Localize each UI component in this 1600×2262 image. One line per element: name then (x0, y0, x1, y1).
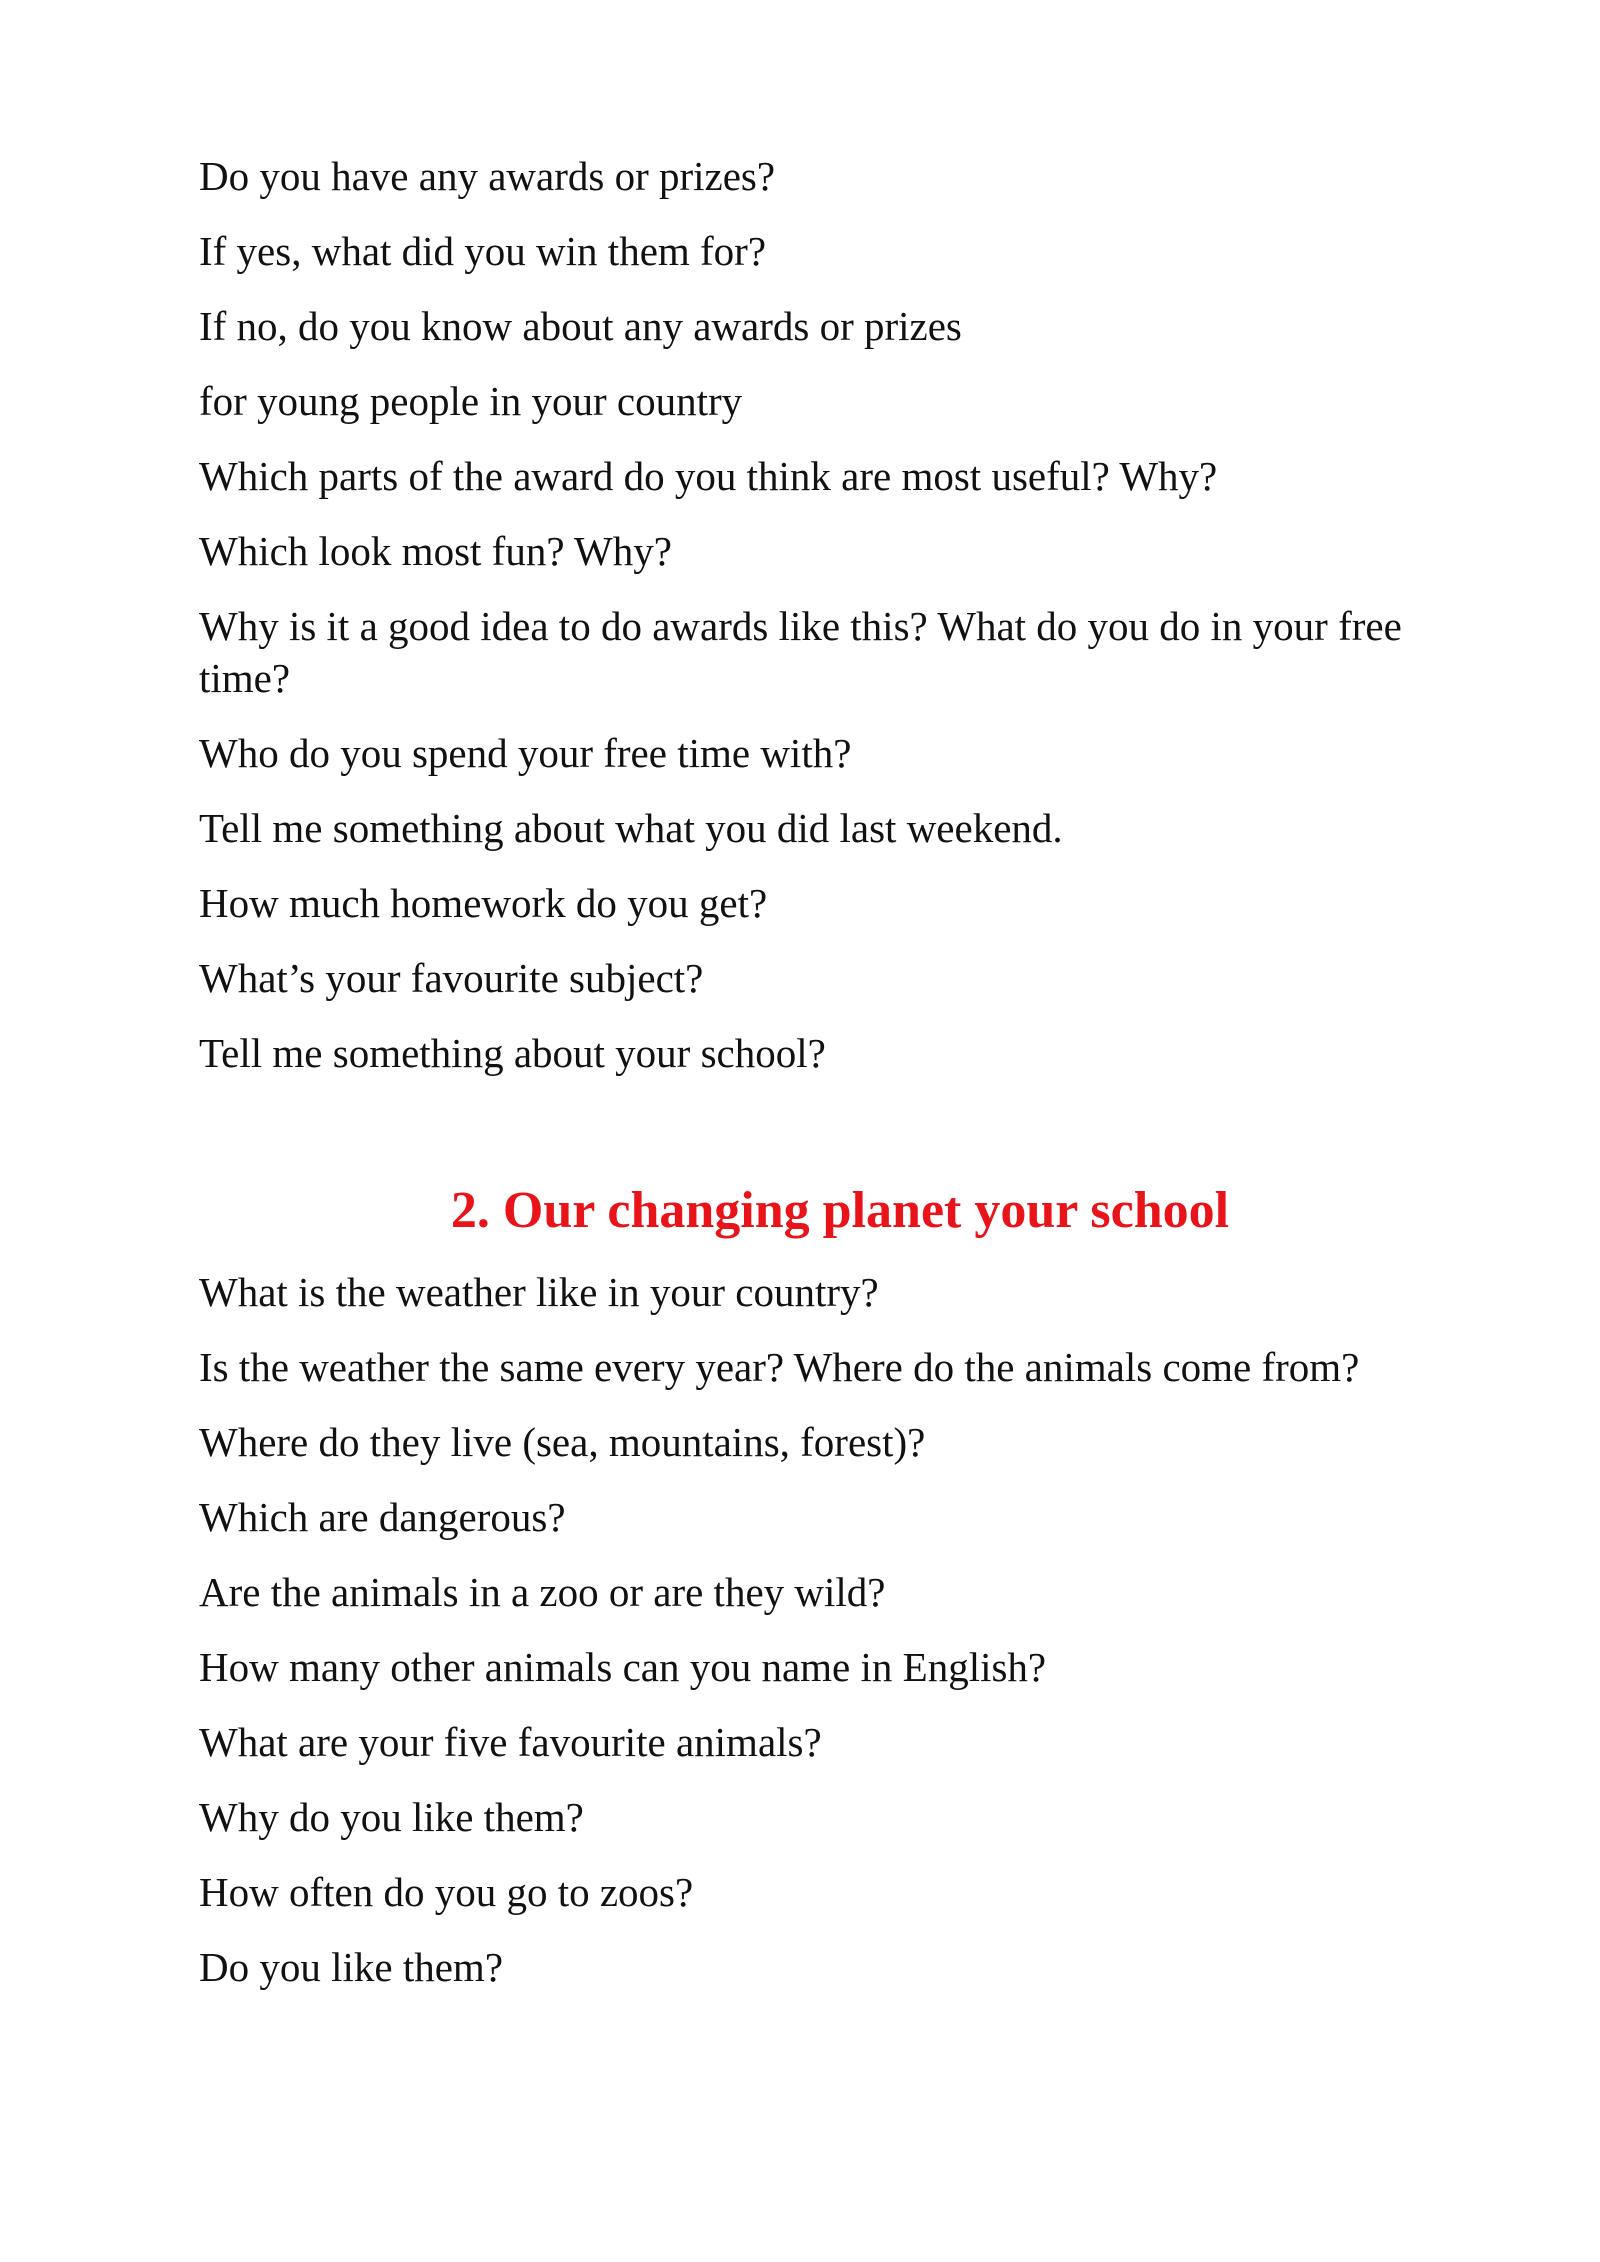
question-line: What are your five favourite animals? (199, 1719, 822, 1765)
section-heading: 2. Our changing planet your school (450, 1182, 1230, 1239)
question-line: How often do you go to zoos? (199, 1869, 694, 1915)
question-line: Who do you spend your free time with? (199, 730, 852, 776)
question-line: What is the weather like in your country? (199, 1269, 879, 1315)
question-line: If no, do you know about any awards or prizes (199, 303, 962, 349)
question-line: Is the weather the same every year? Where do the animals come from? (199, 1344, 1360, 1390)
question-line: Why do you like them? (199, 1794, 584, 1840)
question-line: Do you have any awards or prizes? (199, 153, 776, 199)
question-line: Where do they live (sea, mountains, forest)? (199, 1419, 926, 1465)
question-line: What’s your favourite subject? (199, 955, 704, 1001)
question-list-section-1 (199, 150, 1469, 1102)
question-line: Are the animals in a zoo or are they wild? (199, 1569, 886, 1615)
question-line: Tell me something about your school? (199, 1030, 826, 1076)
question-line: If yes, what did you win them for? (199, 228, 767, 274)
question-line: Which look most fun? Why? (199, 528, 672, 574)
question-line: Tell me something about what you did last weekend. (199, 805, 1063, 851)
question-line: Which parts of the award do you think are most useful? Why? (199, 453, 1218, 499)
question-list-section-2 (199, 1266, 1469, 2016)
question-line: How many other animals can you name in English? (199, 1644, 1047, 1690)
question-line: Why is it a good idea to do awards like this? What do you do in your free time? (199, 603, 1402, 701)
question-line: Which are dangerous? (199, 1494, 566, 1540)
question-line: for young people in your country (199, 378, 743, 424)
question-line: Do you like them? (199, 1944, 504, 1990)
question-line: How much homework do you get? (199, 880, 768, 926)
